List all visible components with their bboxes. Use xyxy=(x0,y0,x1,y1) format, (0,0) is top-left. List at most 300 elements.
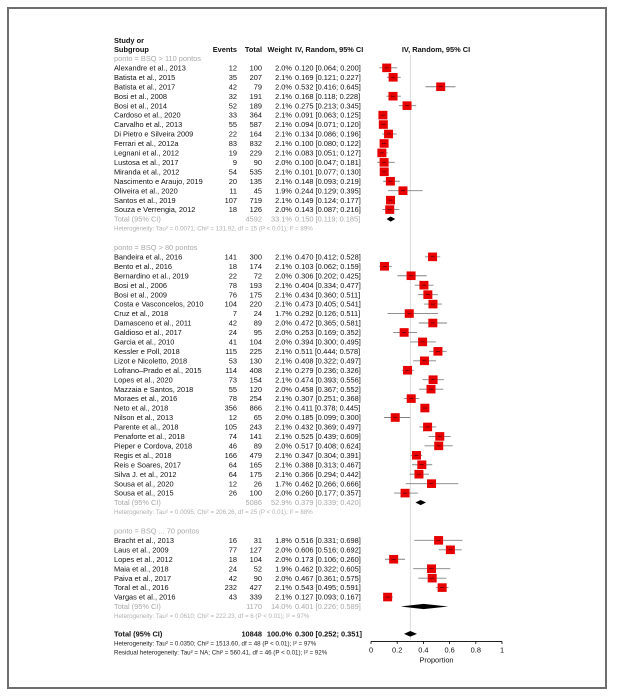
x-axis-label: Proportion xyxy=(419,655,454,665)
study-row xyxy=(114,375,444,384)
x-tick-label: 1 xyxy=(499,645,505,655)
study-ci: 0.168 [0.118; 0.228] xyxy=(295,91,361,101)
study-events: 35 xyxy=(228,72,237,82)
study-ci: 0.462 [0.322; 0.605] xyxy=(295,564,361,574)
study-name: Nilson et al., 2013 xyxy=(114,413,174,423)
study-total: 52 xyxy=(253,564,262,574)
study-name: Lopes et al., 2020 xyxy=(114,375,173,385)
header-weight: Weight xyxy=(267,45,292,54)
study-row xyxy=(114,423,436,432)
study-weight: 2.1% xyxy=(275,195,292,205)
study-name: Cardoso et al., 2020 xyxy=(114,110,181,120)
study-name: Moraes et al., 2016 xyxy=(114,394,178,404)
study-weight: 2.1% xyxy=(275,422,292,432)
overall-heterogeneity: Heterogeneity: Tau² = 0.0350; Chi² = 1513.60, df = 48 (P < 0.01); I² = 97% xyxy=(114,640,317,648)
study-name: Miranda et al., 2012 xyxy=(114,167,180,177)
study-events: 104 xyxy=(224,299,237,309)
study-events: 19 xyxy=(228,148,237,158)
study-total: 90 xyxy=(253,573,262,583)
header-study-line2: Subgroup xyxy=(114,45,149,54)
study-name: Santos et al., 2019 xyxy=(114,195,176,205)
study-total: 31 xyxy=(253,535,262,545)
overall-total-ci: 0.300 [0.252; 0.351] xyxy=(295,629,362,639)
header-ci: IV, Random, 95% CI xyxy=(295,45,364,54)
study-total: 165 xyxy=(249,460,262,470)
study-events: 52 xyxy=(228,101,237,111)
overall-total-n: 10848 xyxy=(241,629,262,639)
study-weight: 2.1% xyxy=(275,299,292,309)
study-name: Kessler e Poll, 2018 xyxy=(114,346,180,356)
study-events: 18 xyxy=(228,261,237,271)
x-tick-label: 0.8 xyxy=(470,645,481,655)
study-row xyxy=(114,479,458,488)
study-events: 78 xyxy=(228,280,237,290)
study-row xyxy=(114,130,397,139)
study-events: 11 xyxy=(229,186,237,196)
study-total: 229 xyxy=(249,148,262,158)
study-ci: 0.149 [0.124; 0.177] xyxy=(295,195,361,205)
study-row xyxy=(114,186,423,195)
study-ci: 0.185 [0.099; 0.300] xyxy=(295,413,361,423)
study-weight: 2.1% xyxy=(275,365,292,375)
study-total: 120 xyxy=(249,384,262,394)
study-weight: 2.1% xyxy=(275,450,292,460)
subgroup-label: ponto = BSQ > 80 pontos xyxy=(114,243,198,252)
subgroup-diamond xyxy=(387,216,396,221)
study-events: 22 xyxy=(228,271,237,281)
subgroup-diamond xyxy=(401,604,449,609)
study-row xyxy=(114,593,393,602)
study-row xyxy=(114,545,462,554)
study-row xyxy=(114,300,442,309)
study-ci: 0.434 [0.360; 0.511] xyxy=(295,290,361,300)
study-name: Sousa et al., 2020 xyxy=(114,479,174,489)
study-row xyxy=(114,451,422,460)
study-total: 89 xyxy=(253,318,262,328)
study-name: Reis e Soares, 2017 xyxy=(114,460,181,470)
study-row xyxy=(114,111,387,120)
study-row xyxy=(114,290,438,299)
study-ci: 0.532 [0.416; 0.645] xyxy=(295,82,361,92)
subgroup-total-ci: 0.401 [0.226; 0.589] xyxy=(295,602,361,612)
study-ci: 0.169 [0.121; 0.227] xyxy=(295,72,361,82)
study-events: 356 xyxy=(224,403,237,413)
study-weight: 2.0% xyxy=(275,554,292,564)
study-name: Cruz et al., 2018 xyxy=(114,309,169,319)
study-events: 12 xyxy=(228,413,237,423)
study-row xyxy=(114,394,419,403)
study-name: Maia et al., 2018 xyxy=(114,564,169,574)
study-total: 174 xyxy=(249,261,262,271)
study-total: 45 xyxy=(253,186,262,196)
study-events: 107 xyxy=(224,195,237,205)
study-events: 76 xyxy=(228,290,237,300)
study-events: 20 xyxy=(228,176,237,186)
study-ci: 0.462 [0.266; 0.666] xyxy=(295,479,361,489)
study-row xyxy=(114,328,417,337)
study-total: 427 xyxy=(249,583,262,593)
study-events: 73 xyxy=(228,375,237,385)
study-events: 22 xyxy=(228,129,237,139)
study-row xyxy=(114,149,388,158)
study-events: 64 xyxy=(228,469,237,479)
study-ci: 0.473 [0.405; 0.541] xyxy=(295,299,361,309)
study-row xyxy=(114,583,448,592)
study-weight: 2.1% xyxy=(275,375,292,385)
study-events: 77 xyxy=(228,545,237,555)
forest-rows xyxy=(114,54,462,656)
study-row xyxy=(114,262,392,271)
study-weight: 2.1% xyxy=(275,176,292,186)
study-name: Lizot e Nicoletto, 2018 xyxy=(114,356,188,366)
study-row xyxy=(114,177,400,186)
study-events: 18 xyxy=(228,205,237,215)
study-events: 12 xyxy=(228,479,237,489)
study-weight: 2.1% xyxy=(275,592,292,602)
study-row xyxy=(114,120,388,129)
study-events: 141 xyxy=(224,252,237,262)
study-weight: 2.1% xyxy=(275,583,292,593)
study-name: Costa e Vasconcelos, 2010 xyxy=(114,299,204,309)
study-row xyxy=(114,139,389,148)
study-events: 55 xyxy=(228,120,237,130)
study-name: Neto et al., 2018 xyxy=(114,403,169,413)
study-ci: 0.103 [0.062; 0.159] xyxy=(295,261,361,271)
study-weight: 2.0% xyxy=(275,441,292,451)
study-weight: 2.0% xyxy=(275,337,292,347)
x-tick-label: 0.6 xyxy=(444,645,455,655)
study-weight: 1.7% xyxy=(275,309,292,319)
study-weight: 2.1% xyxy=(275,129,292,139)
study-name: Bosi et al., 2008 xyxy=(114,91,168,101)
study-total: 135 xyxy=(249,176,262,186)
subgroup-total-row xyxy=(114,498,426,507)
study-total: 193 xyxy=(249,280,262,290)
study-events: 7 xyxy=(232,309,237,319)
study-ci: 0.467 [0.361; 0.575] xyxy=(295,573,361,583)
study-name: Silva J. et al., 2012 xyxy=(114,469,177,479)
study-row xyxy=(114,413,410,422)
study-events: 74 xyxy=(228,432,237,441)
study-events: 26 xyxy=(228,488,237,498)
study-row xyxy=(114,460,432,469)
study-name: Toral et al., 2016 xyxy=(114,583,169,593)
study-ci: 0.127 [0.093; 0.167] xyxy=(295,592,361,602)
subgroup-heterogeneity: Heterogeneity: Tau² = 0.0071; Chi² = 131.92, df = 15 (P < 0.01); I² = 89% xyxy=(114,225,313,233)
study-weight: 2.1% xyxy=(275,432,292,441)
study-name: Bosi et al., 2014 xyxy=(114,101,168,111)
study-events: 78 xyxy=(228,394,237,404)
study-ci: 0.134 [0.086; 0.196] xyxy=(295,129,361,139)
study-name: Sousa et al., 2015 xyxy=(114,488,174,498)
study-total: 72 xyxy=(253,271,262,281)
table-header xyxy=(114,36,470,54)
study-events: 12 xyxy=(228,63,237,73)
study-total: 300 xyxy=(249,252,262,262)
study-ci: 0.292 [0.126; 0.511] xyxy=(295,309,361,319)
study-total: 832 xyxy=(249,139,262,149)
study-weight: 2.0% xyxy=(275,545,292,555)
study-total: 479 xyxy=(249,450,262,460)
study-total: 65 xyxy=(253,413,262,423)
study-events: 33 xyxy=(228,110,237,120)
study-weight: 2.1% xyxy=(275,346,292,356)
study-ci: 0.083 [0.051; 0.127] xyxy=(295,148,361,158)
study-total: 100 xyxy=(249,63,262,73)
study-weight: 2.1% xyxy=(275,148,292,158)
study-name: Lopes et al., 2012 xyxy=(114,554,173,564)
study-ci: 0.606 [0.516; 0.692] xyxy=(295,545,361,555)
subgroup-total-ci: 0.150 [0.119; 0.185] xyxy=(295,214,361,224)
study-name: Lustosa et al., 2017 xyxy=(114,157,179,167)
study-weight: 1.8% xyxy=(275,535,292,545)
study-ci: 0.411 [0.378; 0.445] xyxy=(295,403,361,413)
study-name: Legnani et al., 2012 xyxy=(114,148,179,158)
subgroup-heterogeneity: Heterogeneity: Tau² = 0.0610; Chi² = 222.23, df = 6 (P < 0.01); I² = 97% xyxy=(114,613,310,621)
subgroup-total-label: Total (95% CI) xyxy=(114,214,161,224)
study-row xyxy=(114,564,450,573)
study-events: 46 xyxy=(228,441,237,451)
study-total: 189 xyxy=(249,101,262,111)
study-ci: 0.101 [0.077; 0.130] xyxy=(295,167,361,177)
study-row xyxy=(114,196,395,205)
study-weight: 2.0% xyxy=(275,157,292,167)
subgroup-label: ponto = BSQ > 110 pontos xyxy=(114,54,201,63)
study-events: 42 xyxy=(228,318,237,328)
study-name: Alexandre et al., 2013 xyxy=(114,63,186,73)
study-ci: 0.100 [0.080; 0.122] xyxy=(295,139,361,149)
study-ci: 0.470 [0.412; 0.528] xyxy=(295,252,361,262)
study-row xyxy=(114,205,399,214)
study-ci: 0.307 [0.251; 0.368] xyxy=(295,394,361,404)
study-total: 100 xyxy=(249,488,262,498)
study-weight: 2.0% xyxy=(275,82,292,92)
study-ci: 0.091 [0.063; 0.125] xyxy=(295,110,361,120)
study-events: 16 xyxy=(228,535,237,545)
study-name: Di Pietro e Silveira 2009 xyxy=(114,129,194,139)
study-total: 154 xyxy=(249,375,262,385)
study-name: Galdioso et al., 2017 xyxy=(114,328,182,338)
study-events: 232 xyxy=(224,583,237,593)
study-name: Parente et al., 2018 xyxy=(114,422,179,432)
subgroup-total-row xyxy=(114,215,395,224)
study-row xyxy=(114,356,436,365)
study-total: 587 xyxy=(249,120,262,130)
study-weight: 2.1% xyxy=(275,167,292,177)
study-total: 79 xyxy=(253,82,262,92)
study-weight: 2.1% xyxy=(275,403,292,413)
study-name: Bernardino et al., 2019 xyxy=(114,271,189,281)
study-events: 105 xyxy=(224,422,237,432)
study-name: Ferrari et al., 2012a xyxy=(114,139,179,149)
study-events: 42 xyxy=(228,573,237,583)
study-events: 53 xyxy=(228,356,237,366)
subgroup-2 xyxy=(114,243,458,516)
subgroup-heterogeneity: Heterogeneity: Tau² = 0.0095; Chi² = 206.26, df = 25 (P < 0.01); I² = 88% xyxy=(114,509,313,517)
study-weight: 2.1% xyxy=(275,469,292,479)
study-ci: 0.120 [0.064; 0.200] xyxy=(295,63,361,73)
header-total: Total xyxy=(244,45,262,54)
subgroup-1 xyxy=(114,54,455,233)
study-row xyxy=(114,574,446,583)
study-total: 866 xyxy=(249,403,262,413)
study-row xyxy=(114,347,447,356)
study-total: 191 xyxy=(249,91,262,101)
study-ci: 0.148 [0.093; 0.219] xyxy=(295,176,361,186)
study-ci: 0.279 [0.236; 0.326] xyxy=(295,365,361,375)
study-row xyxy=(114,366,414,375)
study-weight: 2.0% xyxy=(275,384,292,394)
study-row xyxy=(114,271,427,280)
study-weight: 2.0% xyxy=(275,573,292,583)
study-name: Carvalho et al., 2013 xyxy=(114,120,183,130)
subgroup-total-n: 1170 xyxy=(246,602,262,612)
study-name: Paiva et al., 2017 xyxy=(114,573,172,583)
study-ci: 0.388 [0.313; 0.467] xyxy=(295,460,361,470)
study-total: 535 xyxy=(249,167,262,177)
subgroup-total-n: 4592 xyxy=(245,214,262,224)
study-name: Garcia et al., 2010 xyxy=(114,337,175,347)
study-row xyxy=(114,385,443,394)
study-name: Lofrano–Prado et al., 2015 xyxy=(114,365,202,375)
study-row xyxy=(114,319,447,328)
subgroup-label: ponto = BSQ ... 70 pontos xyxy=(114,526,200,536)
header-plot-ci: IV, Random, 95% CI xyxy=(401,45,471,54)
study-events: 83 xyxy=(228,139,237,149)
study-row xyxy=(114,432,451,441)
study-ci: 0.275 [0.213; 0.345] xyxy=(295,101,361,111)
study-ci: 0.260 [0.177; 0.357] xyxy=(295,488,361,498)
study-events: 24 xyxy=(228,328,237,338)
study-weight: 2.1% xyxy=(275,394,292,404)
study-events: 64 xyxy=(228,460,237,470)
study-row xyxy=(114,158,395,167)
study-weight: 2.1% xyxy=(275,356,292,366)
study-weight: 2.1% xyxy=(275,139,292,149)
study-row xyxy=(114,489,418,498)
study-ci: 0.472 [0.365; 0.581] xyxy=(295,318,361,328)
study-row xyxy=(114,470,429,479)
study-name: Mazzaia e Santos, 2018 xyxy=(114,384,194,394)
study-ci: 0.143 [0.087; 0.216] xyxy=(295,205,361,215)
overall-total-weight: 100.0% xyxy=(266,629,292,639)
study-name: Bosi et al., 2009 xyxy=(114,290,168,300)
study-row xyxy=(114,101,416,110)
study-events: 54 xyxy=(228,167,237,177)
study-weight: 1.7% xyxy=(275,479,292,489)
study-weight: 2.0% xyxy=(275,488,292,498)
study-name: Bosi et al., 2006 xyxy=(114,280,168,290)
study-weight: 2.0% xyxy=(275,328,292,338)
study-name: Bracht et al., 2013 xyxy=(114,535,174,545)
study-total: 90 xyxy=(253,157,262,167)
study-name: Souza e Verrengia, 2012 xyxy=(114,205,196,215)
subgroup-total-ci: 0.379 [0.339; 0.420] xyxy=(295,498,361,508)
study-row xyxy=(114,404,429,413)
study-total: 89 xyxy=(253,441,262,451)
subgroup-total-weight: 33.1% xyxy=(271,214,292,224)
study-weight: 2.1% xyxy=(275,280,292,290)
x-tick-label: 0 xyxy=(368,645,374,655)
study-total: 126 xyxy=(249,205,262,215)
study-total: 175 xyxy=(249,469,262,479)
study-ci: 0.458 [0.367; 0.552] xyxy=(295,384,361,394)
study-weight: 2.0% xyxy=(275,205,292,215)
study-name: Nascimento e Araujo, 2019 xyxy=(114,176,203,186)
study-weight: 2.1% xyxy=(275,91,292,101)
study-ci: 0.543 [0.495; 0.591] xyxy=(295,583,361,593)
subgroup-total-label: Total (95% CI) xyxy=(114,602,161,612)
study-weight: 2.0% xyxy=(275,318,292,328)
study-row xyxy=(114,63,397,72)
study-row xyxy=(114,338,436,347)
study-name: Penaforte et al., 2018 xyxy=(114,432,185,441)
x-tick-label: 0.2 xyxy=(392,645,403,655)
study-row xyxy=(114,92,401,101)
study-total: 164 xyxy=(249,129,262,139)
study-ci: 0.474 [0.393; 0.556] xyxy=(295,375,361,385)
subgroup-total-weight: 52.9% xyxy=(271,498,292,508)
study-weight: 2.1% xyxy=(275,252,292,262)
study-ci: 0.100 [0.047; 0.181] xyxy=(295,157,361,167)
study-total: 127 xyxy=(249,545,262,555)
study-total: 339 xyxy=(249,592,262,602)
subgroup-total-weight: 14.0% xyxy=(271,602,292,612)
study-ci: 0.094 [0.071; 0.120] xyxy=(295,120,361,130)
study-total: 408 xyxy=(249,365,262,375)
study-ci: 0.366 [0.294; 0.442] xyxy=(295,469,361,479)
study-total: 225 xyxy=(249,346,262,356)
header-study-line1: Study or xyxy=(114,36,144,45)
residual-heterogeneity: Residual heterogeneity: Tau² = NA; Chi² = 560.41, df = 46 (P < 0.01); I² = 92% xyxy=(114,649,328,657)
study-name: Vargas et al., 2016 xyxy=(114,592,176,602)
study-row xyxy=(114,309,438,318)
study-total: 24 xyxy=(253,309,262,319)
study-weight: 1.9% xyxy=(275,186,292,196)
header-events: Events xyxy=(212,45,237,54)
study-ci: 0.517 [0.408; 0.624] xyxy=(295,441,361,451)
study-total: 207 xyxy=(249,72,262,82)
study-ci: 0.173 [0.106; 0.260] xyxy=(295,554,361,564)
study-name: Pieper e Cordova, 2018 xyxy=(114,441,193,451)
study-total: 141 xyxy=(249,432,262,441)
study-total: 220 xyxy=(249,299,262,309)
study-ci: 0.404 [0.334; 0.477] xyxy=(295,280,361,290)
study-ci: 0.432 [0.369; 0.497] xyxy=(295,422,361,432)
study-row xyxy=(114,73,401,82)
study-total: 104 xyxy=(249,337,262,347)
study-total: 130 xyxy=(249,356,262,366)
subgroup-total-n: 5086 xyxy=(245,498,262,508)
study-events: 55 xyxy=(228,384,237,394)
study-total: 175 xyxy=(249,290,262,300)
study-weight: 2.1% xyxy=(275,101,292,111)
study-row xyxy=(114,82,455,91)
study-events: 32 xyxy=(228,91,237,101)
study-weight: 2.0% xyxy=(275,413,292,423)
study-name: Laus et al., 2009 xyxy=(114,545,169,555)
study-weight: 1.9% xyxy=(275,564,292,574)
study-weight: 2.1% xyxy=(275,290,292,300)
study-weight: 2.1% xyxy=(275,72,292,82)
study-events: 42 xyxy=(228,82,237,92)
overall-total-label: Total (95% CI) xyxy=(114,629,163,639)
study-ci: 0.244 [0.129; 0.395] xyxy=(295,186,361,196)
study-weight: 2.0% xyxy=(275,63,292,73)
study-row xyxy=(114,281,433,290)
study-weight: 2.1% xyxy=(275,261,292,271)
subgroup-total-label: Total (95% CI) xyxy=(114,498,161,508)
